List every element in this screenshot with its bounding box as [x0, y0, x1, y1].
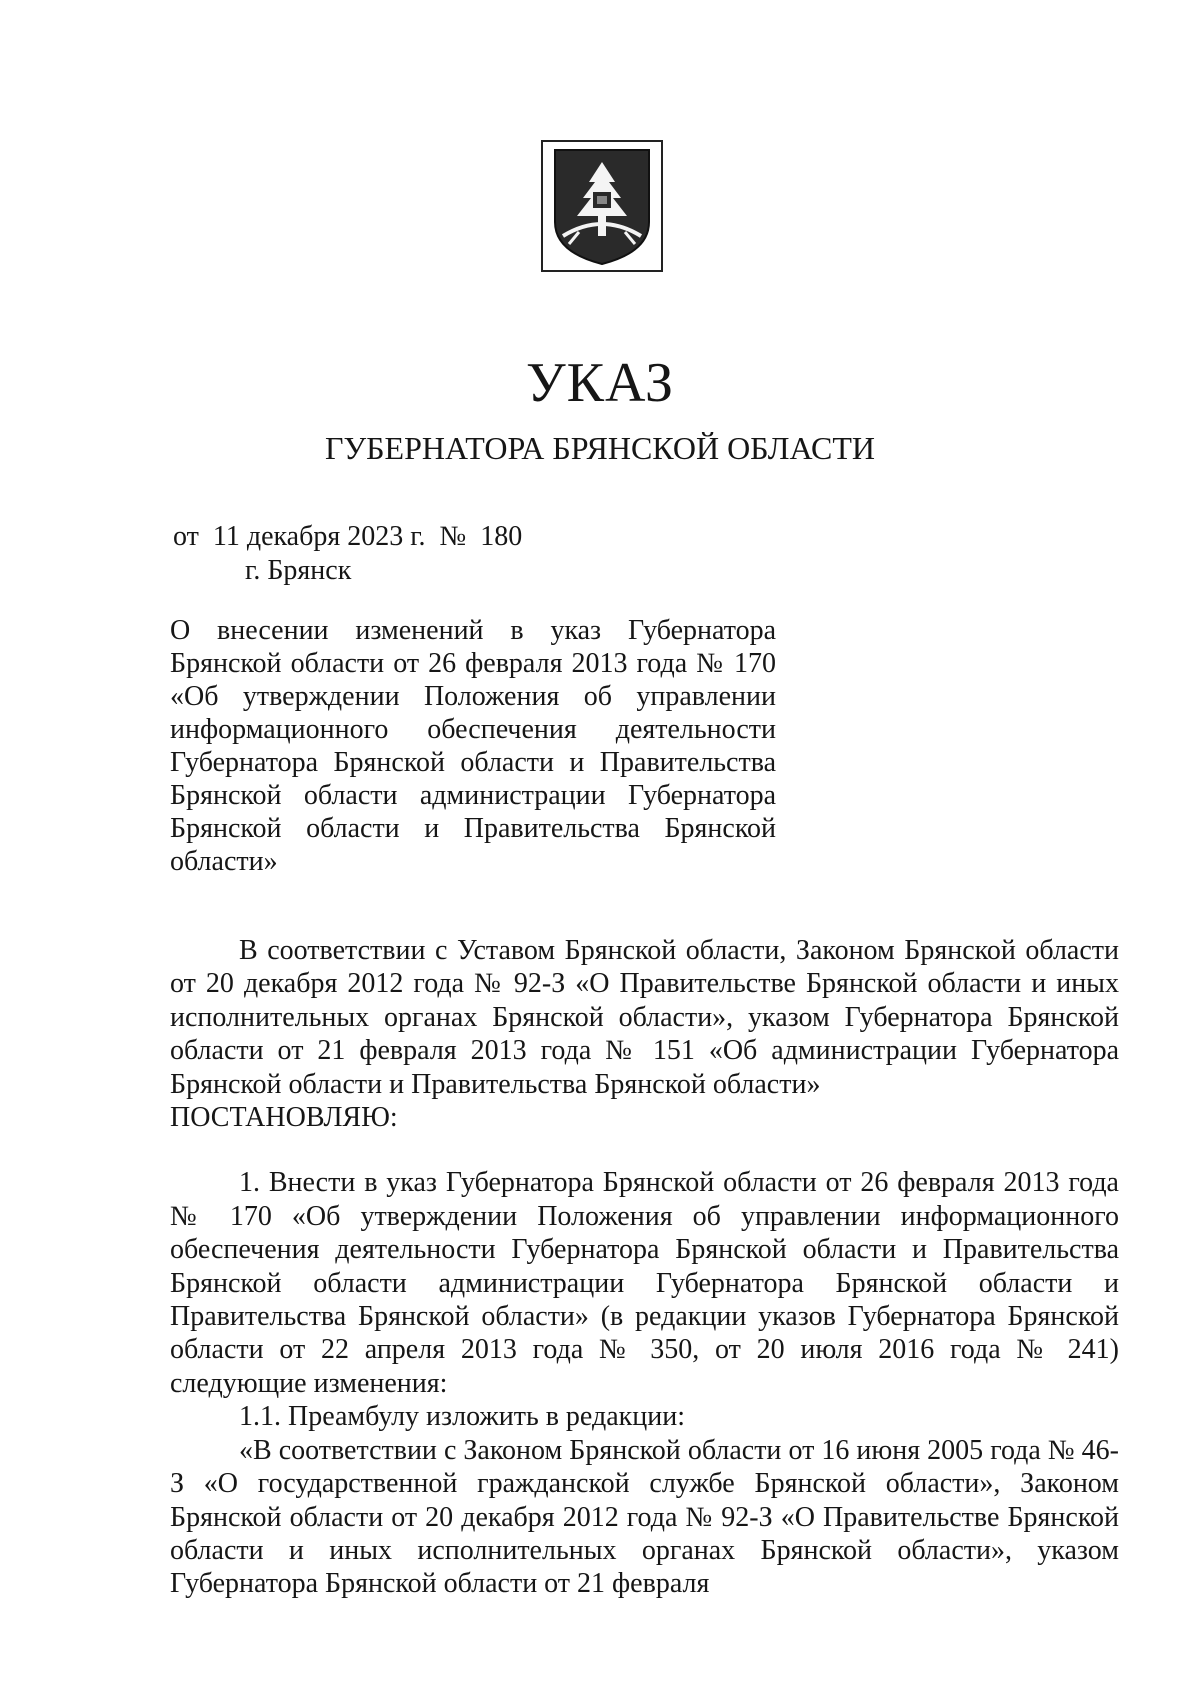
item-1-1-paragraph: 1.1. Преамбулу изложить в редакции:: [239, 1401, 686, 1433]
preamble-paragraph: В соответствии с Уставом Брянской области, Законом Брянской области от 20 декабря 2012 года № 92-З «О Правительстве Брянской области и иных исполнительных органах Брянской области», указом Губернатора Брянской области от 21 февраля 2013 года № 151 «Об администрации Губернатора Брянской области и Правительства Брянской области»: [170, 935, 1119, 1100]
paragraph-gap: [170, 1134, 1119, 1166]
item-1-paragraph: 1. Внести в указ Губернатора Брянской области от 26 февраля 2013 года № 170 «Об утверждении Положения об управлении информационного обеспечения деятельности Губернатора Брянской области и Правительства Брянской области администрации Губернатора Брянской области и Правительства Брянской области» (в редакции указов Губернатора Брянской области от 22 апреля 2013 года № 350, от 20 июля 2016 года № 241) следующие изменения:: [170, 1167, 1119, 1399]
issuing-authority: ГУБЕРНАТОРА БРЯНСКОЙ ОБЛАСТИ: [325, 430, 875, 466]
decree-word: ПОСТАНОВЛЯЮ:: [170, 1102, 398, 1134]
decree-body: [170, 934, 1119, 1601]
city-of-issue: г. Брянск: [245, 555, 352, 586]
date-and-number: от 11 декабря 2023 г. № 180: [173, 521, 523, 552]
quoted-preamble-paragraph: «В соответствии с Законом Брянской области от 16 июня 2005 года № 46-З «О государственной гражданской службе Брянской области», Законом Брянской области от 20 декабря 2012 года № 92-З «О Правительстве Брянской области и иных исполнительных органах Брянской области», указом Губернатора Брянской области от 21 февраля: [170, 1434, 1119, 1600]
decree-subject: О внесении изменений в указ Губернатора Брянской области от 26 февраля 2013 года № 170 «Об утверждении Положения об управлении информационного обеспечения деятельности Губернатора Брянской области и Правительства Брянской области администрации Губернатора Брянской области и Правительства Брянской области»: [170, 615, 776, 877]
coat-of-arms-icon: [541, 140, 663, 272]
document-type-heading: УКАЗ: [525, 352, 675, 414]
